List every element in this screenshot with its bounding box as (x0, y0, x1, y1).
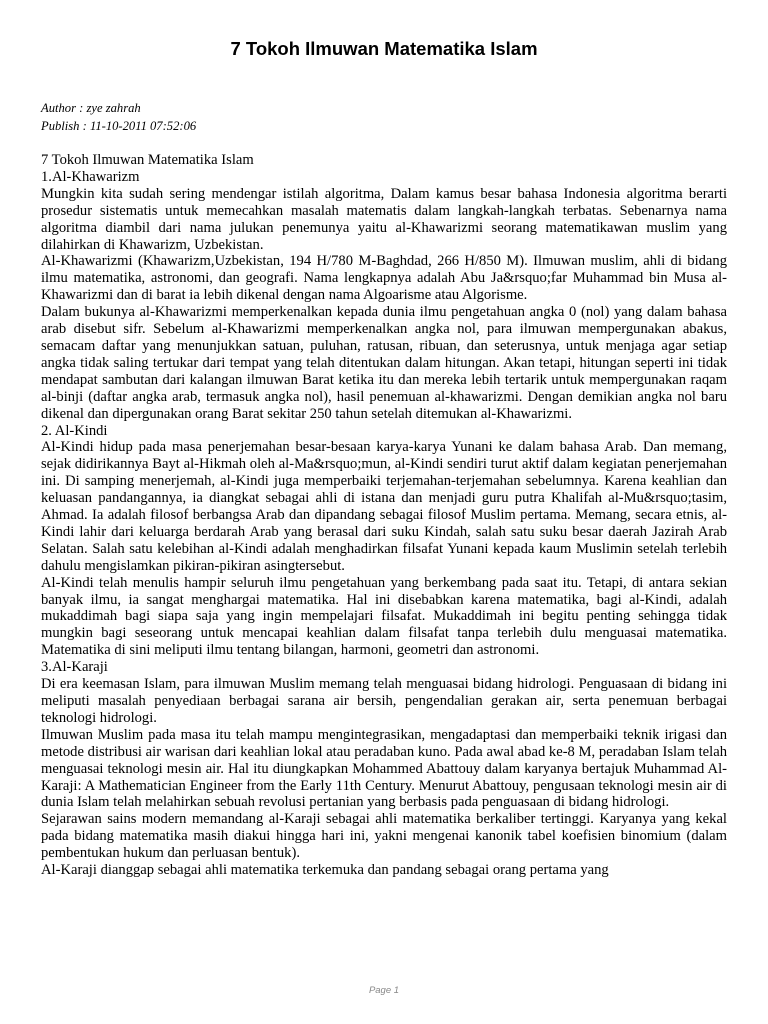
document-title: 7 Tokoh Ilmuwan Matematika Islam (230, 38, 538, 59)
paragraph: Al-Khawarizmi (Khawarizm,Uzbekistan, 194 H/780 M-Baghdad, 266 H/850 M). Ilmuwan muslim, ahli di bidang ilmu matematika, astronomi, dan geografi. Nama lengkapnya adalah Abu Ja&rsquo;far Muhammad bin Musa al-Khawarizmi dan di barat ia lebih dikenal dengan nama Algoarisme atau Algorisme. (41, 253, 727, 304)
page-number: Page 1 (368, 985, 400, 996)
paragraph: Sejarawan sains modern memandang al-Karaji sebagai ahli matematika berkaliber tertinggi. Karyanya yang kekal pada bidang matematika masih diakui hingga hari ini, yakni mengenai kanonik tabel koefisien binomium (dalam pembentukan hukum dan perluasan bentuk). (41, 811, 727, 862)
paragraph: Di era keemasan Islam, para ilmuwan Muslim memang telah menguasai bidang hidrologi. Penguasaan di bidang ini meliputi masalah penyediaan berbagai sarana air bersih, pengendalian gerakan air, serta penemuan berbagai teknologi hidrologi. (41, 676, 727, 726)
paragraph: 7 Tokoh Ilmuwan Matematika Islam (41, 152, 254, 168)
section-heading: 2. Al-Kindi (41, 422, 108, 439)
document-meta (41, 99, 196, 135)
section-heading: 1.Al-Khawarizm (41, 168, 140, 185)
paragraph: Dalam bukunya al-Khawarizmi memperkenalkan kepada dunia ilmu pengetahuan angka 0 (nol) yang dalam bahasa arab disebut sifr. Sebelum al-Khawarizmi memperkenalkan angka nol, para ilmuwan mempergunakan abakus, semacam daftar yang menunjukkan satuan, puluhan, ratusan, ribuan, dan seterusnya, untuk menjaga agar setiap angka tidak saling tertukar dari tempat yang telah ditentukan dalam hitungan. Akan tetapi, hitungan seperti ini tidak mendapat sambutan dari kalangan ilmuwan Barat ketika itu dan mereka lebih tertarik untuk mempergunakan raqam al-binji (daftar angka arab, termasuk angka nol), hasil penemuan al-khawarizmi. Dengan demikian angka nol baru dikenal dan dipergunakan orang Barat sekitar 250 tahun setelah ditemukan al-Khawarizmi. (41, 304, 727, 422)
author-line: Author : zye zahrah (41, 101, 141, 115)
paragraph: Mungkin kita sudah sering mendengar istilah algoritma, Dalam kamus besar bahasa Indonesia algoritma berarti prosedur sistematis untuk memecahkan masalah matematis dalam langkah-langkah terbatas. Sebenarnya nama algoritma diambil dari nama julukan penemunya yaitu al-Khawarizmi seorang matematikawan muslim yang dilahirkan di Khawarizm, Uzbekistan. (41, 185, 727, 253)
publish-line: Publish : 11-10-2011 07:52:06 (41, 119, 197, 133)
paragraph: Al-Karaji dianggap sebagai ahli matematika terkemuka dan pandang sebagai orang pertama yang (41, 862, 609, 879)
paragraph: Al-Kindi telah menulis hampir seluruh ilmu pengetahuan yang berkembang pada saat itu. Tetapi, di antara sekian banyak ilmu, ia sangat menghargai matematika. Hal ini disebabkan karena matematika, bagi al-Kindi, adalah mukaddimah bagi siapa saja yang ingin mempelajari filsafat. Mukaddimah ini begitu penting sehingga tidak mungkin bagi seseorang untuk mencapai keahlian dalam filsafat tanpa terlebih dulu menguasai matematika. Matematika di sini meliputi ilmu tentang bilangan, harmoni, geometri dan astronomi. (41, 574, 727, 659)
paragraph: Ilmuwan Muslim pada masa itu telah mampu mengintegrasikan, mengadaptasi dan memperbaiki teknik irigasi dan metode distribusi air warisan dari keahlian lokal atau peradaban kuno. Pada awal abad ke-8 M, peradaban Islam telah menguasai teknologi mesin air. Hal itu diungkapkan Mohammed Abattouy dalam karyanya bertajuk Muhammad Al-Karaji: A Mathematician Engineer from the Early 11th Century. Menurut Abattouy, pengusaan teknologi mesin air di dunia Islam telah melahirkan sebuah revolusi pertanian yang berbasis pada penguasaan di bidang hidrologi. (41, 726, 727, 811)
paragraph: Al-Kindi hidup pada masa penerjemahan besar-besaan karya-karya Yunani ke dalam bahasa Arab. Dan memang, sejak didirikannya Bayt al-Hikmah oleh al-Ma&rsquo;mun, al-Kindi sendiri turut aktif dalam kegiatan penerjemahan ini. Di samping menerjemah, al-Kindi juga memperbaiki terjemahan-terjemahan sebelumnya. Karena keahlian dan keluasan pandangannya, ia diangkat sebagai ahli di istana dan menjadi guru putra Khalifah al-Mu&rsquo;tasim, Ahmad. Ia adalah filosof berbangsa Arab dan dipandang sebagai filosof Muslim pertama. Memang, secara etnis, al-Kindi lahir dari keluarga berdarah Arab yang berasal dari suku Kindah, salah satu suku besar daerah Jazirah Arab Selatan. Salah satu kelebihan al-Kindi adalah menghadirkan filsafat Yunani kepada kaum Muslimin setelah terlebih dahulu mengislamkan pikiran-pikiran asingtersebut. (41, 439, 727, 574)
section-heading: 3.Al-Karaji (41, 659, 108, 676)
document-body (41, 152, 727, 879)
